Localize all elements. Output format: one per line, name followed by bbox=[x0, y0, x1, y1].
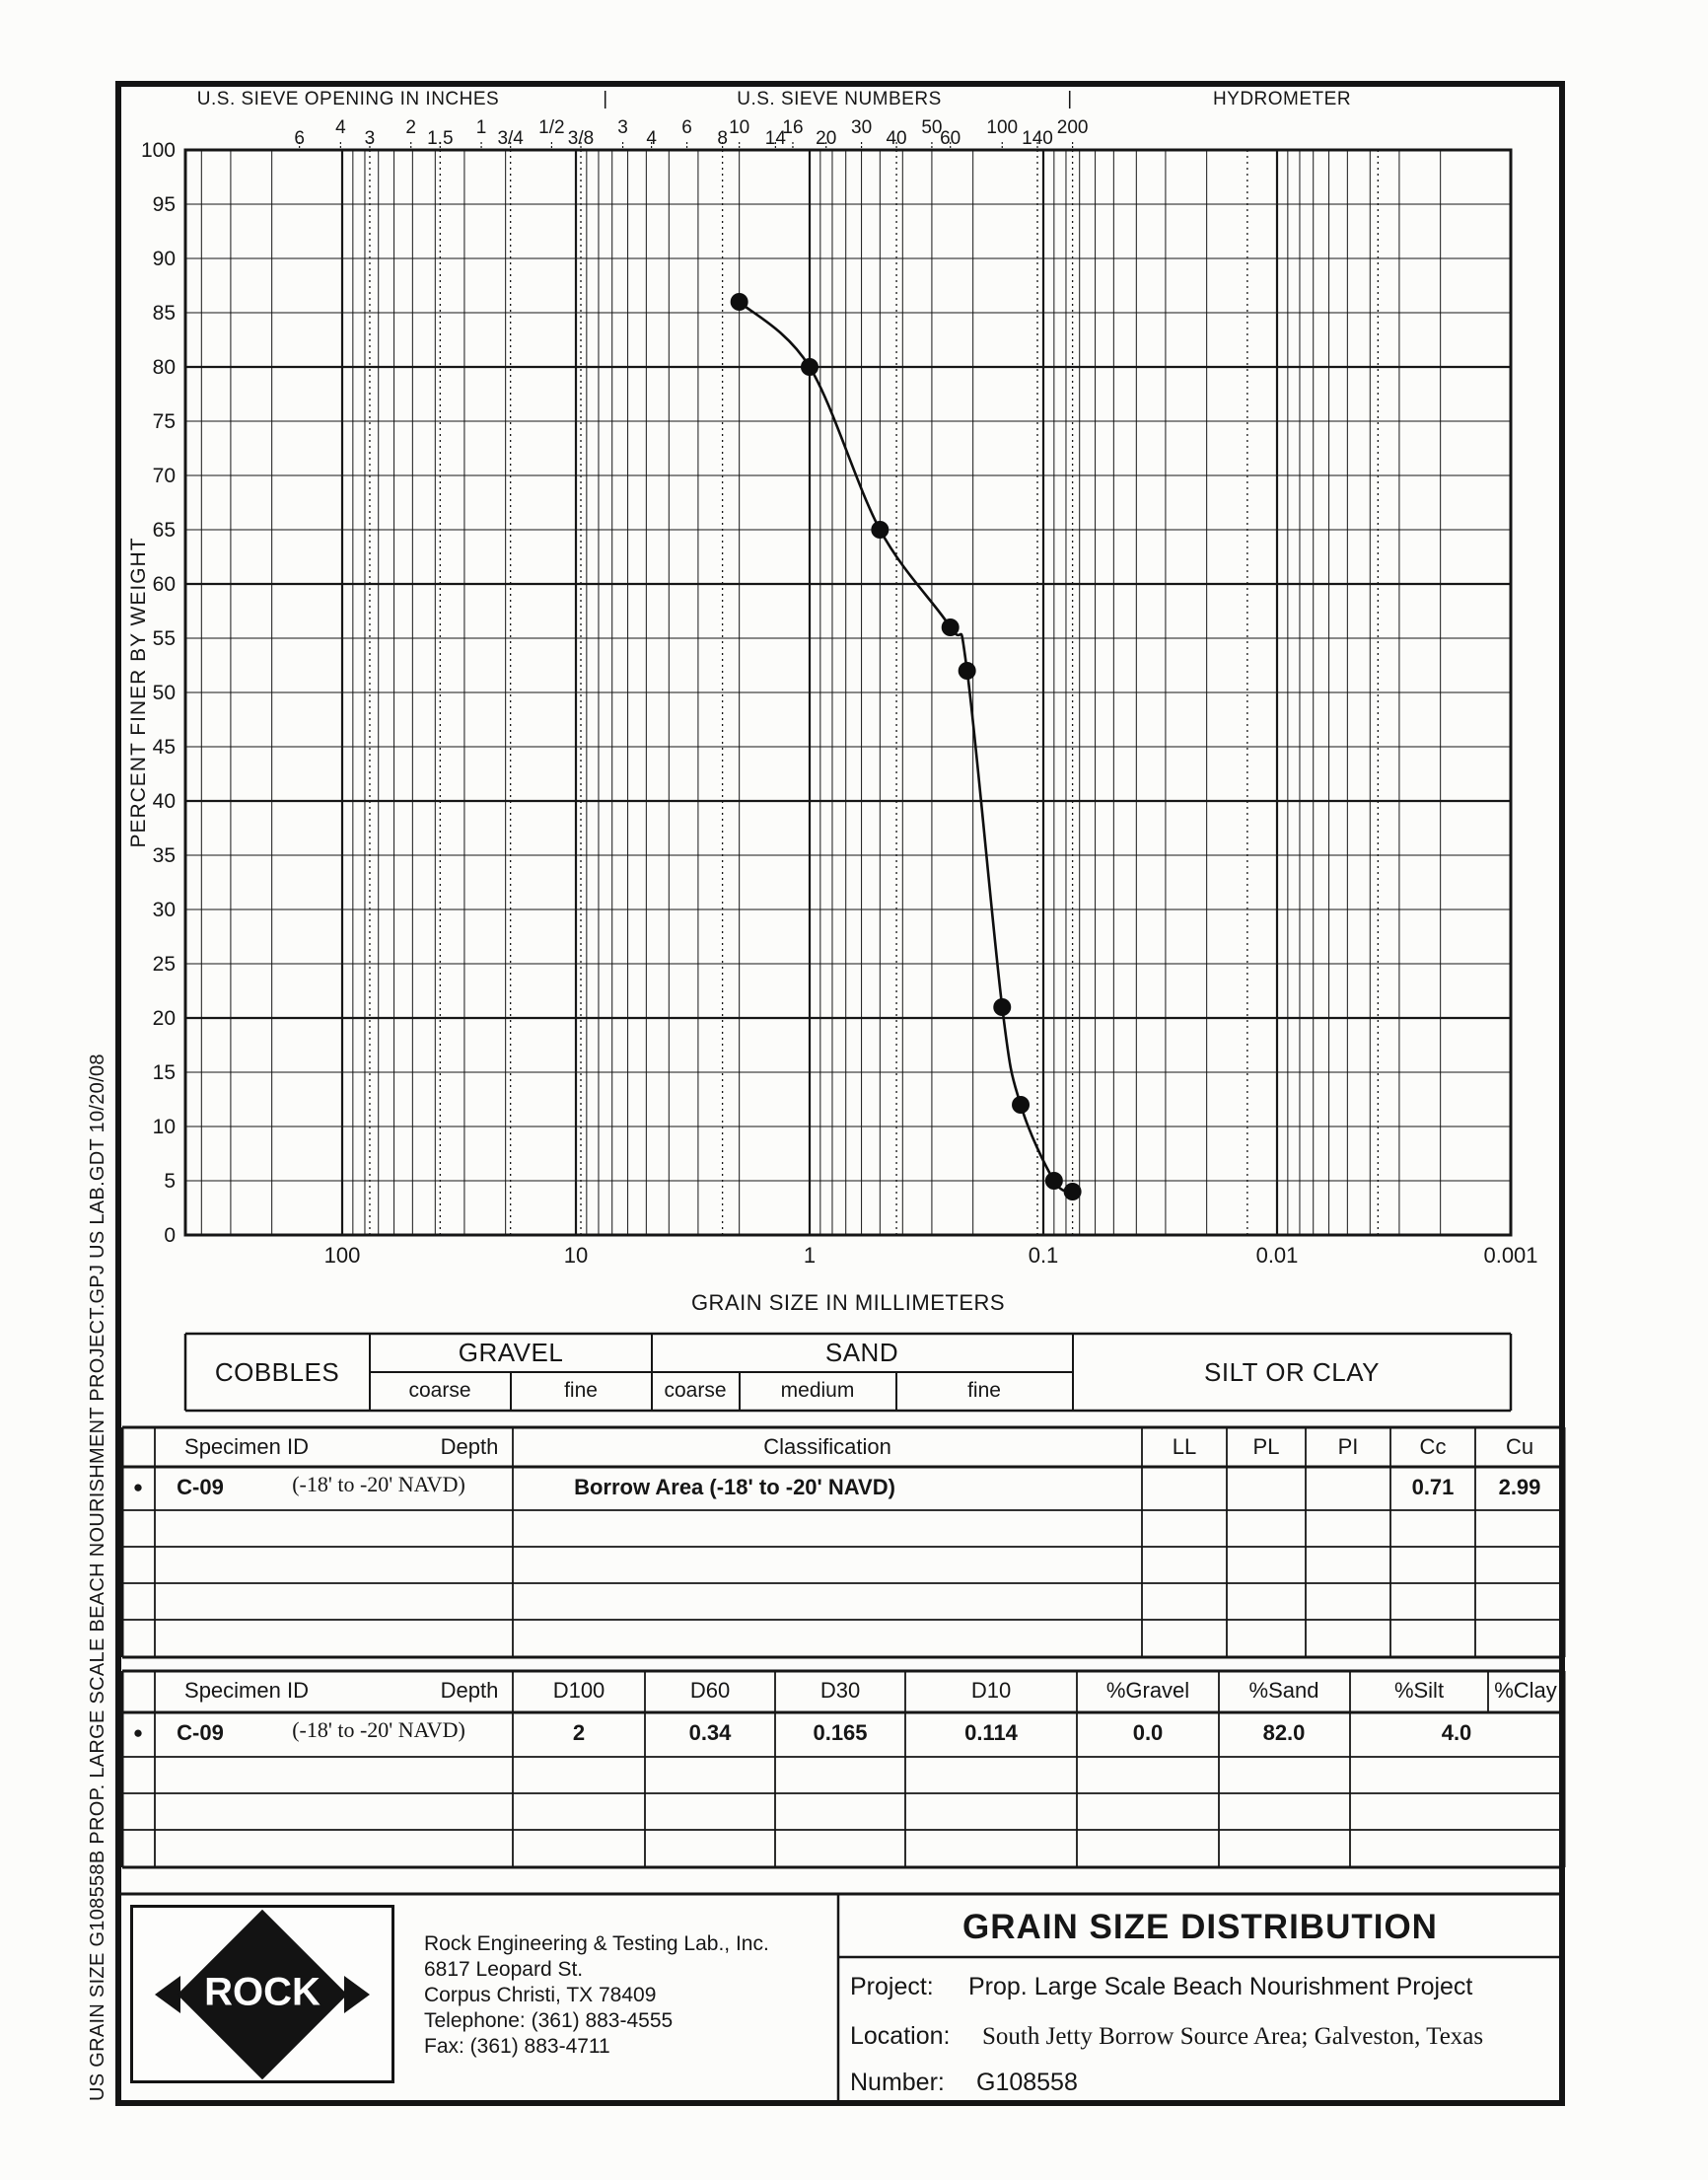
y-axis-tick-label: 65 bbox=[152, 519, 176, 542]
sieve-inch-tick-label: 3/4 bbox=[497, 128, 524, 149]
company-fax: Fax: (361) 883-4711 bbox=[424, 2035, 610, 2058]
t2-header-d30: D30 bbox=[819, 1678, 861, 1703]
number-label: Number: bbox=[850, 2069, 945, 2096]
x-axis-decade-label: 0.01 bbox=[1255, 1243, 1299, 1268]
sieve-number-tick-label: 40 bbox=[886, 128, 907, 149]
sieve-number-tick-label: 30 bbox=[851, 117, 873, 138]
sieve-inch-tick-label: 2 bbox=[405, 117, 416, 138]
x-axis-decade-label: 100 bbox=[323, 1243, 361, 1268]
sieve-number-tick-label: 200 bbox=[1056, 117, 1089, 138]
t2-row-d60: 0.34 bbox=[688, 1720, 732, 1745]
t2-row-specimen-id: C-09 bbox=[177, 1720, 224, 1745]
band-sand-coarse-label: coarse bbox=[664, 1379, 727, 1402]
sieve-number-tick-label: 3 bbox=[617, 117, 628, 138]
project-label: Project: bbox=[850, 1973, 934, 2000]
t2-header-depth: Depth bbox=[440, 1678, 499, 1703]
y-axis-tick-label: 10 bbox=[152, 1116, 176, 1138]
y-axis-tick-label: 30 bbox=[152, 899, 176, 921]
header-sieve-inches-label: U.S. SIEVE OPENING IN INCHES bbox=[196, 89, 500, 109]
sieve-number-tick-label: 100 bbox=[986, 117, 1019, 138]
x-axis-decade-label: 10 bbox=[563, 1243, 589, 1268]
y-axis-tick-label: 85 bbox=[152, 302, 176, 325]
t2-header-d60: D60 bbox=[689, 1678, 731, 1703]
t2-row-pct-silt-clay: 4.0 bbox=[1441, 1720, 1472, 1745]
y-axis-tick-label: 95 bbox=[152, 193, 176, 216]
logo-right-arrow-icon bbox=[344, 1976, 370, 2013]
location-value: South Jetty Borrow Source Area; Galveston, Texas bbox=[982, 2023, 1484, 2050]
header-separator-2: | bbox=[1067, 89, 1073, 109]
y-axis-tick-label: 5 bbox=[164, 1170, 176, 1193]
x-axis-decade-label: 0.001 bbox=[1483, 1243, 1538, 1268]
t1-header-pl: PL bbox=[1252, 1434, 1280, 1459]
t1-row-depth: (-18' to -20' NAVD) bbox=[292, 1472, 465, 1496]
t1-header-pi: PI bbox=[1337, 1434, 1359, 1459]
t2-header-d10: D10 bbox=[970, 1678, 1012, 1703]
t2-row-d30: 0.165 bbox=[813, 1720, 868, 1745]
sieve-number-tick-label: 60 bbox=[940, 128, 961, 149]
t1-header-classification: Classification bbox=[763, 1434, 891, 1459]
sieve-number-tick-label: 140 bbox=[1022, 128, 1053, 149]
t1-header-specimen-id: Specimen ID bbox=[184, 1434, 309, 1459]
company-info-block bbox=[424, 1931, 769, 2060]
t1-header-ll: LL bbox=[1172, 1434, 1197, 1459]
company-street: 6817 Leopard St. bbox=[424, 1958, 584, 1981]
sieve-number-tick-label: 50 bbox=[921, 117, 943, 138]
number-value: G108558 bbox=[976, 2069, 1078, 2096]
sieve-inch-tick-label: 4 bbox=[335, 117, 346, 138]
band-sand-label: SAND bbox=[824, 1338, 899, 1367]
y-axis-tick-label: 35 bbox=[152, 844, 176, 867]
band-silt-clay-label: SILT OR CLAY bbox=[1204, 1357, 1380, 1387]
y-axis-tick-label: 20 bbox=[152, 1007, 176, 1030]
x-axis-decade-label: 1 bbox=[803, 1243, 817, 1268]
report-frame bbox=[115, 81, 1565, 2106]
sieve-number-tick-label: 6 bbox=[681, 117, 692, 138]
y-axis-tick-label: 60 bbox=[152, 573, 176, 596]
t2-row-d10: 0.114 bbox=[964, 1720, 1018, 1745]
y-axis-tick-label: 45 bbox=[152, 736, 176, 759]
y-axis-tick-label: 100 bbox=[140, 139, 176, 162]
y-axis-tick-label: 0 bbox=[164, 1224, 176, 1247]
y-axis-tick-label: 90 bbox=[152, 248, 176, 270]
x-axis-title: GRAIN SIZE IN MILLIMETERS bbox=[690, 1290, 1006, 1315]
band-gravel-fine-label: fine bbox=[564, 1379, 598, 1402]
t2-row-marker-symbol: ● bbox=[132, 1723, 144, 1742]
band-gravel-coarse-label: coarse bbox=[408, 1379, 471, 1402]
company-city: Corpus Christi, TX 78409 bbox=[424, 1984, 657, 2006]
band-gravel-label: GRAVEL bbox=[458, 1338, 564, 1367]
t2-header-pct-silt: %Silt bbox=[1393, 1678, 1445, 1703]
t2-header-d100: D100 bbox=[552, 1678, 605, 1703]
logo-text: ROCK bbox=[204, 1970, 320, 2014]
t1-row-cu: 2.99 bbox=[1498, 1475, 1541, 1499]
y-axis-tick-label: 80 bbox=[152, 356, 176, 379]
sieve-inch-tick-label: 6 bbox=[294, 128, 305, 149]
t1-header-cc: Cc bbox=[1419, 1434, 1447, 1459]
company-telephone: Telephone: (361) 883-4555 bbox=[424, 2009, 674, 2032]
sidebar-filename-text: US GRAIN SIZE G108558B PROP. LARGE SCALE BEACH NOURISHMENT PROJECT.GPJ US LAB.GDT 10/20/08 bbox=[87, 1054, 108, 2101]
t2-row-pct-gravel: 0.0 bbox=[1132, 1720, 1164, 1745]
y-axis-tick-label: 15 bbox=[152, 1061, 176, 1084]
header-hydrometer-label: HYDROMETER bbox=[1212, 89, 1352, 109]
t1-row-specimen-id: C-09 bbox=[177, 1475, 224, 1499]
t1-header-depth: Depth bbox=[440, 1434, 499, 1459]
sieve-inch-tick-label: 1/2 bbox=[538, 117, 565, 138]
t2-header-pct-gravel: %Gravel bbox=[1105, 1678, 1190, 1703]
t1-row-marker-symbol: ● bbox=[132, 1478, 144, 1496]
sieve-inch-tick-label: 1.5 bbox=[427, 128, 454, 149]
header-separator-1: | bbox=[603, 89, 608, 109]
y-axis-tick-label: 25 bbox=[152, 953, 176, 976]
sieve-number-tick-label: 14 bbox=[764, 128, 786, 149]
t1-row-cc: 0.71 bbox=[1411, 1475, 1455, 1499]
band-cobbles-label: COBBLES bbox=[214, 1357, 340, 1387]
sieve-number-tick-label: 16 bbox=[782, 117, 804, 138]
t2-row-pct-sand: 82.0 bbox=[1262, 1720, 1306, 1745]
t2-header-pct-sand: %Sand bbox=[1248, 1678, 1319, 1703]
header-sieve-numbers-label: U.S. SIEVE NUMBERS bbox=[737, 89, 942, 109]
y-axis-tick-label: 40 bbox=[152, 790, 176, 813]
rock-logo bbox=[130, 1905, 394, 2083]
t1-header-cu: Cu bbox=[1505, 1434, 1534, 1459]
band-sand-fine-label: fine bbox=[967, 1379, 1001, 1402]
x-axis-decade-label: 0.1 bbox=[1028, 1243, 1059, 1268]
y-axis-tick-label: 70 bbox=[152, 465, 176, 487]
t2-header-specimen-id: Specimen ID bbox=[184, 1678, 309, 1703]
report-title: GRAIN SIZE DISTRIBUTION bbox=[962, 1908, 1438, 1946]
sieve-inch-tick-label: 1 bbox=[475, 117, 487, 138]
band-sand-medium-label: medium bbox=[780, 1379, 855, 1402]
company-name: Rock Engineering & Testing Lab., Inc. bbox=[424, 1932, 769, 1955]
sieve-number-tick-label: 8 bbox=[717, 128, 728, 149]
y-axis-tick-label: 55 bbox=[152, 627, 176, 650]
sieve-number-tick-label: 20 bbox=[816, 128, 837, 149]
project-value: Prop. Large Scale Beach Nourishment Project bbox=[968, 1973, 1473, 2000]
sieve-number-tick-label: 4 bbox=[646, 128, 657, 149]
sieve-inch-tick-label: 3 bbox=[364, 128, 376, 149]
location-label: Location: bbox=[850, 2022, 951, 2050]
t2-header-pct-clay: %Clay bbox=[1494, 1678, 1557, 1703]
t1-row-classification: Borrow Area (-18' to -20' NAVD) bbox=[574, 1475, 895, 1499]
y-axis-tick-label: 50 bbox=[152, 682, 176, 704]
t2-row-d100: 2 bbox=[572, 1720, 586, 1745]
sieve-number-tick-label: 10 bbox=[729, 117, 750, 138]
sieve-inch-tick-label: 3/8 bbox=[567, 128, 595, 149]
y-axis-title: PERCENT FINER BY WEIGHT bbox=[127, 537, 150, 848]
t2-row-depth: (-18' to -20' NAVD) bbox=[292, 1717, 465, 1742]
y-axis-tick-label: 75 bbox=[152, 410, 176, 433]
